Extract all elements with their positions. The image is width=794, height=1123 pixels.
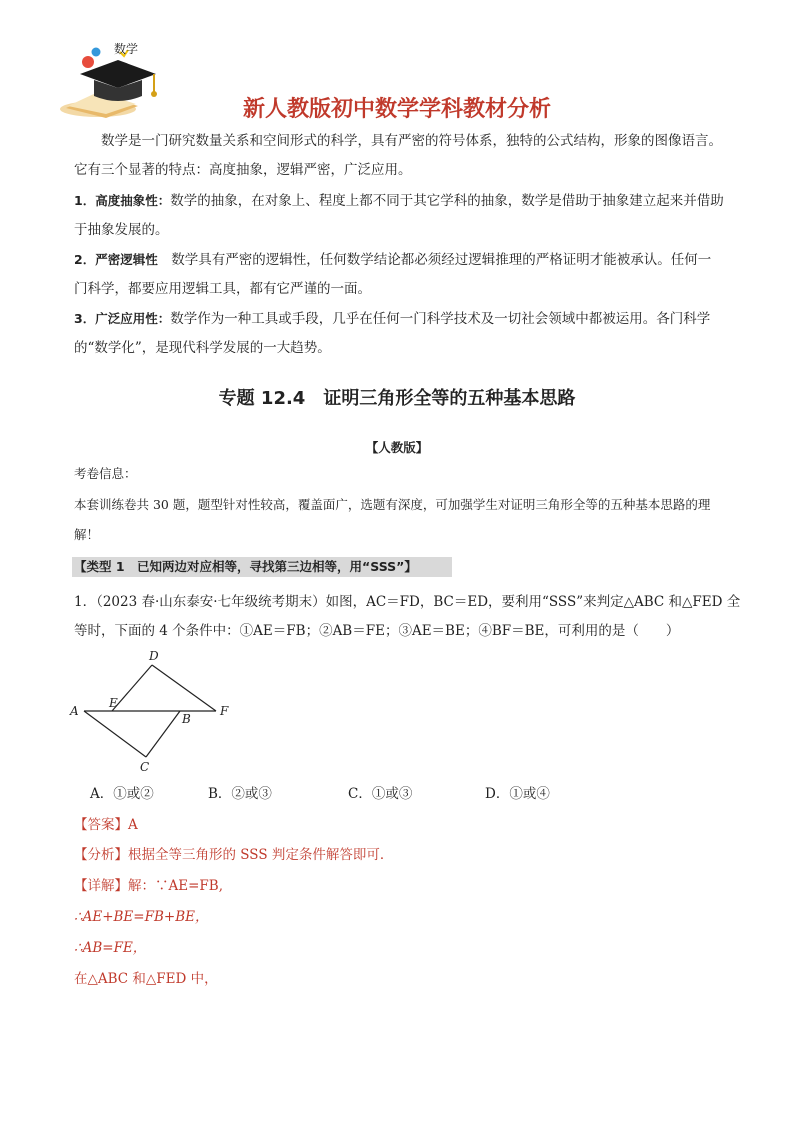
- detail-line-4: 在△ABC 和△FED 中，: [74, 971, 218, 987]
- intro-item-text: 数学作为一种工具或手段，几乎在任何一门科学技术及一切社会领域中都被运用。各门科学的“数学化”，是现代科学发展的一大趋势。: [74, 311, 711, 356]
- option-a[interactable]: A．①或②: [90, 786, 154, 802]
- intro-paragraph: 数学是一门研究数量关系和空间形式的科学，具有严密的符号体系，独特的公式结构，形象的图像语言。它有三个显著的特点：高度抽象，逻辑严密，广泛应用。: [74, 133, 722, 178]
- detail-line-1: 【详解】解：∵AE=FB,: [74, 878, 223, 894]
- label-a: A: [70, 704, 79, 718]
- triangle-diagram: [64, 645, 244, 780]
- topic-title: 专题 12.4 证明三角形全等的五种基本思路: [218, 388, 576, 409]
- intro-item-label: 2．严密逻辑性: [74, 252, 158, 267]
- line-cb: [146, 711, 180, 757]
- intro-item-3: [74, 304, 724, 363]
- question-1-stem-line-2: 等时，下面的 4 个条件中：①AE＝FB；②AB＝FE；③AE＝BE；④BF＝BE，可利用的是（ ）: [74, 623, 680, 639]
- main-title: 新人教版初中数学学科教材分析: [242, 97, 551, 122]
- option-d[interactable]: D．①或④: [485, 786, 550, 802]
- intro-item-1: [74, 186, 724, 245]
- label-c: C: [140, 760, 150, 774]
- line-df: [152, 665, 216, 711]
- info-label: 考卷信息：: [74, 466, 137, 481]
- detail-line-2: ∴AE+BE=FB+BE，: [74, 909, 209, 925]
- label-b: B: [182, 712, 191, 726]
- detail-line-3: ∴AB=FE，: [74, 940, 147, 956]
- logo-text: 数学: [114, 42, 139, 56]
- intro-item-text: 数学的抽象，在对象上、程度上都不同于其它学科的抽象，数学是借助于抽象建立起来并借助于抽象发展的。: [74, 193, 724, 238]
- answer: 【答案】A: [74, 817, 138, 833]
- edition-label: 【人教版】: [365, 440, 429, 455]
- intro-item-label: 3．广泛应用性：: [74, 311, 171, 326]
- label-f: F: [220, 704, 229, 718]
- question-1-stem-line-1: 1．（2023 春·山东泰安·七年级统考期末）如图，AC＝FD，BC＝ED，要利用“SSS”来判定△ABC 和△FED 全: [74, 594, 741, 610]
- intro-item-text: 数学具有严密的逻辑性，任何数学结论都必须经过逻辑推理的严格证明才能被承认。任何一门科学，都要应用逻辑工具，都有它严谨的一面。: [74, 252, 712, 297]
- info-text: 本套训练卷共 30 题，题型针对性较高，覆盖面广，选题有深度，可加强学生对证明三角形全等的五种基本思路的理解！: [74, 497, 711, 542]
- option-c[interactable]: C．①或③: [348, 786, 413, 802]
- label-d: D: [149, 649, 159, 663]
- analysis: 【分析】根据全等三角形的 SSS 判定条件解答即可．: [74, 847, 394, 863]
- label-e: E: [109, 696, 118, 710]
- line-ac: [84, 711, 146, 757]
- option-b[interactable]: B．②或③: [208, 786, 272, 802]
- intro-item-label: 1．高度抽象性：: [74, 193, 171, 208]
- intro-item-2: [74, 245, 724, 304]
- type-1-heading: 【类型 1 已知两边对应相等，寻找第三边相等，用“SSS”】: [72, 557, 452, 577]
- line-ed: [112, 665, 152, 711]
